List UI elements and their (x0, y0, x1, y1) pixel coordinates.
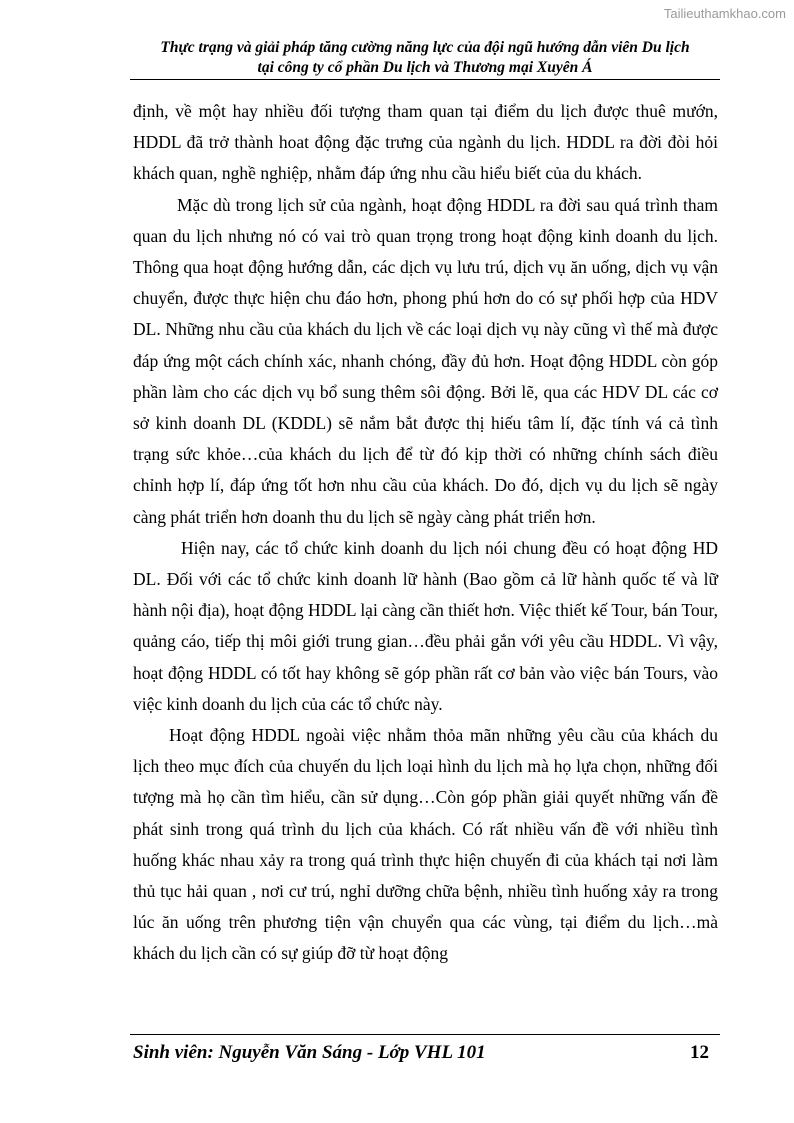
header-line-2: tại công ty cổ phần Du lịch và Thương mại Xuyên Á (257, 59, 593, 76)
header-line-1: Thực trạng và giải pháp tăng cường năng lực của đội ngũ hướng dẫn viên Du lịch (160, 39, 690, 56)
footer-student-info: Sinh viên: Nguyễn Văn Sáng - Lớp VHL 101 (133, 1042, 486, 1063)
paragraph: Mặc dù trong lịch sử của ngành, hoạt động HDDL ra đời sau quá trình tham quan du lịch nhưng nó có vai trò quan trọng trong hoạt động kinh doanh du lịch. Thông qua hoạt động hướng dẫn, các dịch vụ lưu trú, dịch vụ ăn uống, dịch vụ vận chuyển, được thực hiện chu đáo hơn, phong phú hơn do có sự phối hợp của HDV DL. Những nhu cầu của khách du lịch về các loại dịch vụ này cũng vì thế mà được đáp ứng một cách chính xác, nhanh chóng, đầy đủ hơn. Hoạt động HDDL còn góp phần làm cho các dịch vụ bổ sung thêm sôi động. Bởi lẽ, qua các HDV DL các cơ sở kinh doanh DL (KDDL) sẽ nắm bắt được thị hiếu tâm lí, đặc tính vá cả tình trạng sức khỏe…của khách du lịch để từ đó kịp thời có những chính sách điều chỉnh hợp lí, đáp ứng tốt hơn nhu cầu của khách. Do đó, dịch vụ du lịch sẽ ngày càng phát triển hơn doanh thu du lịch sẽ ngày càng phát triển hơn. (133, 194, 718, 527)
page-body (133, 96, 718, 970)
footer-divider (130, 1034, 720, 1035)
page-number: 12 (690, 1042, 709, 1063)
paragraph: Hiện nay, các tổ chức kinh doanh du lịch nói chung đều có hoạt động HD DL. Đối với các tổ chức kinh doanh lữ hành (Bao gồm cả lữ hành quốc tế và lữ hành nội địa), hoạt động HDDL lại càng cần thiết hơn. Việc thiết kế Tour, bán Tour, quảng cáo, tiếp thị môi giới trung gian…đều phải gắn với yêu cầu HDDL. Vì vậy, hoạt động HDDL có tốt hay không sẽ góp phần rất cơ bản vào việc bán Tours, vào việc kinh doanh du lịch của các tổ chức này. (133, 537, 718, 714)
running-header (130, 38, 720, 78)
paragraph-continuation: định, về một hay nhiều đối tượng tham quan tại điểm du lịch được thuê mướn, HDDL đã trở thành hoat động đặc trưng của ngành du lịch. HDDL ra đời đòi hỏi khách quan, nghề nghiệp, nhằm đáp ứng nhu cầu hiểu biết của du khách. (133, 101, 718, 184)
header-divider (130, 79, 720, 80)
paragraph: Hoạt động HDDL ngoài việc nhằm thỏa mãn những yêu cầu của khách du lịch theo mục đích của chuyến du lịch loại hình du lịch mà họ lựa chọn, những đối tượng mà họ cần tìm hiểu, cần sử dụng…Còn góp phần giải quyết những vấn đề phát sinh trong quá trình du lịch của khách. Có rất nhiều vấn đề với nhiều tình huống khác nhau xảy ra trong quá trình thực hiện chuyến đi của khách tại nơi làm thủ tục hải quan , nơi cư trú, nghỉ dưỡng chữa bệnh, nhiều tình huống xảy ra trong lúc ăn uống trên phương tiện vận chuyển qua các vùng, tại điểm du lịch…mà khách du lịch cần có sự giúp đỡ từ hoạt động (133, 725, 718, 964)
watermark-text: Tailieuthamkhao.com (663, 6, 786, 21)
